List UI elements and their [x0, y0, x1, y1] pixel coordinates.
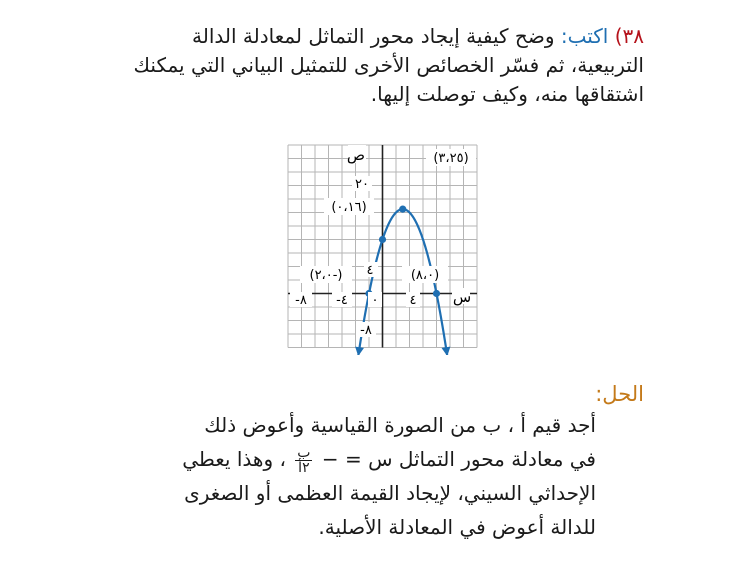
solution-line-2-end: ، وهذا يعطي [182, 447, 286, 471]
label-root-right: (٨،٠) [410, 268, 440, 283]
tick-x-neg8: -٨ [295, 293, 307, 308]
key-point [433, 290, 440, 297]
label-y-intercept: (٠،١٦) [331, 200, 367, 215]
tick-y-20: ٢٠ [355, 177, 369, 192]
key-points [365, 206, 440, 298]
label-root-left: (-٢،٠) [309, 268, 343, 283]
key-point [379, 236, 386, 243]
tick-y-neg8: -٨ [360, 323, 372, 338]
tick-x-4: ٤ [409, 293, 417, 308]
question-text [124, 22, 644, 109]
label-vertex: (٣،٢٥) [433, 151, 469, 166]
question-body: وضح كيفية إيجاد محور التماثل لمعادلة الدالة التربيعية، ثم فسّر الخصائص الأخرى للتمثيل البياني التي يمكنك اشتقاقها منه، وكيف توصلت إليها. [133, 24, 644, 106]
y-axis-label: ص [346, 146, 366, 164]
question-number: ٣٨) [614, 24, 644, 48]
fraction-denominator: ٢أ [298, 460, 310, 476]
solution-line-1: أجد قيم أ ، ب من الصورة القياسية وأعوض ذلك [204, 413, 596, 437]
curve-arrow-right [441, 347, 450, 355]
solution-line-4: للدالة أعوض في المعادلة الأصلية. [318, 515, 596, 539]
solution-label: الحل: [595, 382, 644, 406]
solution-text [116, 408, 596, 544]
x-axis-label: س [452, 288, 472, 306]
solution-line-2-start: في معادلة محور التماثل س = − [321, 447, 596, 471]
tick-x-0: ٠ [371, 293, 379, 308]
question-verb: اكتب: [560, 24, 609, 48]
graph-grid [288, 145, 477, 348]
curve-arrow-left [355, 347, 364, 355]
solution-line-2 [116, 442, 596, 476]
tick-y-4: ٤ [366, 263, 374, 278]
tick-x-neg4: -٤ [336, 293, 348, 308]
fraction-numerator: ب [297, 445, 311, 461]
fraction-b-over-2a [295, 446, 312, 475]
key-point [399, 206, 406, 213]
solution-line-3: الإحداثي السيني، لإيجاد القيمة العظمى أو الصغرى [184, 481, 596, 505]
parabola-graph [280, 140, 480, 355]
